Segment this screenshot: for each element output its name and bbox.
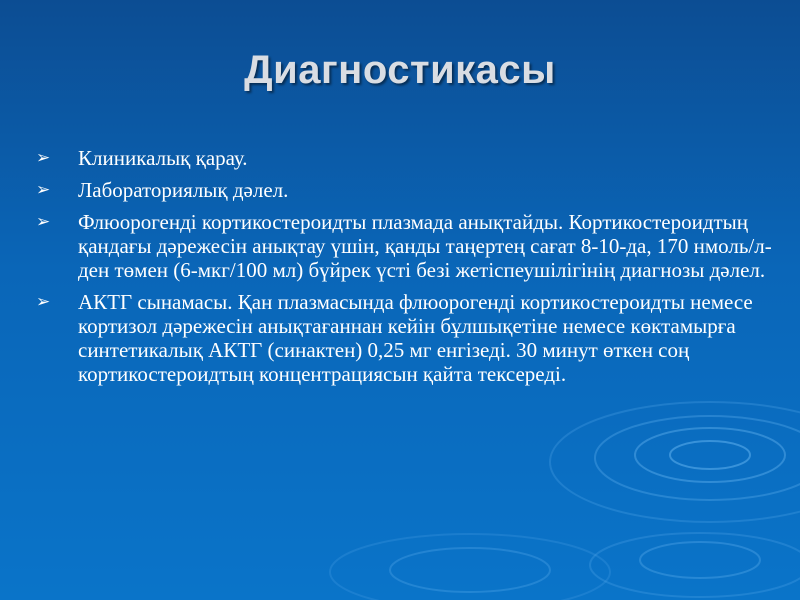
page-title: Диагностикасы: [244, 48, 556, 92]
arrow-bullet-icon: ➢: [36, 292, 51, 312]
arrow-bullet-icon: ➢: [36, 148, 51, 168]
list-item: [36, 290, 776, 386]
arrow-bullet-icon: ➢: [36, 212, 51, 232]
bullet-text: Флюорогенді кортикостероидты плазмада анықтайды. Кортикостероидтың қандағы дәрежесін анықтау үшін, қанды таңертең сағат 8-10-да, 170 нмоль/л-ден төмен (6-мкг/100 мл) бүйрек үсті безі жетіспеушілігінің диагнозы дәлел.: [78, 210, 772, 282]
bullet-list: [36, 146, 776, 394]
arrow-bullet-icon: ➢: [36, 180, 51, 200]
bullet-text: Клиникалық қарау.: [78, 146, 248, 170]
bullet-text: Лабораториялық дәлел.: [78, 178, 289, 202]
list-item: [36, 210, 776, 282]
list-item: [36, 146, 776, 170]
list-item: [36, 178, 776, 202]
bullet-text: АКТГ сынамасы. Қан плазмасында флюорогенді кортикостероидты немесе кортизол дәрежесін анықтағаннан кейін бұлшықетіне немесе көктамырға синтетикалық АКТГ (синактен) 0,25 мг енгізеді. 30 минут өткен соң кортикостероидтың концентрациясын қайта тексереді.: [78, 290, 753, 386]
